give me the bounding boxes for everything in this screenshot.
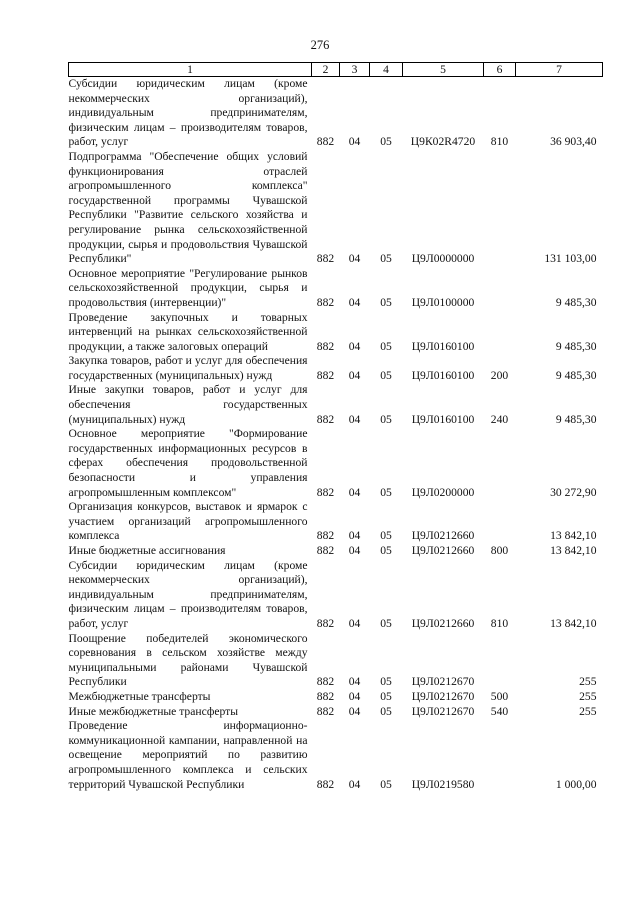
subsection-code: 05 xyxy=(380,689,392,703)
amount: 131 103,00 xyxy=(544,252,597,266)
section-code: 04 xyxy=(348,135,361,149)
table-row xyxy=(69,690,603,705)
table-row xyxy=(69,311,603,355)
table-row xyxy=(69,383,603,427)
target-article-code: Ц9Л0212670 xyxy=(411,704,475,718)
target-article-code: Ц9Л0212660 xyxy=(411,544,475,557)
column-header: 3 xyxy=(340,63,370,77)
expense-type-code xyxy=(484,150,516,267)
ministry-code: 882 xyxy=(316,675,335,689)
column-header: 1 xyxy=(69,63,312,77)
section-code: 04 xyxy=(348,704,361,718)
subsection-code: 05 xyxy=(380,368,392,382)
expense-type-code xyxy=(484,267,516,311)
subsection-code: 05 xyxy=(380,777,392,791)
budget-table xyxy=(68,62,603,792)
expense-type-code xyxy=(484,311,516,355)
subsection-code: 05 xyxy=(380,339,392,353)
expense-type-code: 810 xyxy=(490,135,509,149)
target-article-code: Ц9Л0212670 xyxy=(411,675,475,689)
target-article-code: Ц9Л0212660 xyxy=(411,616,475,630)
table-row xyxy=(69,719,603,792)
target-article-code: Ц9Л0219580 xyxy=(411,777,475,791)
ministry-code: 882 xyxy=(316,252,335,266)
ministry-code: 882 xyxy=(316,616,335,630)
amount: 9 485,30 xyxy=(555,368,597,382)
subsection-code: 05 xyxy=(380,412,392,426)
amount: 9 485,30 xyxy=(555,412,597,426)
column-header: 7 xyxy=(516,63,603,77)
table-row xyxy=(69,267,603,311)
column-header: 2 xyxy=(312,63,340,77)
expense-type-code xyxy=(484,719,516,792)
target-article-code: Ц9Л0160100 xyxy=(411,412,475,426)
expense-type-code: 810 xyxy=(490,616,509,630)
section-code: 04 xyxy=(348,529,361,543)
subsection-code: 05 xyxy=(380,529,392,543)
ministry-code: 882 xyxy=(316,704,335,718)
target-article-code: Ц9Л0212660 xyxy=(411,529,475,543)
section-code: 04 xyxy=(348,339,361,353)
section-code: 04 xyxy=(348,485,361,499)
table-row xyxy=(69,427,603,500)
target-article-code: Ц9Л0100000 xyxy=(411,295,475,309)
section-code: 04 xyxy=(348,252,361,266)
column-header: 4 xyxy=(370,63,403,77)
target-article-code: Ц9Л0200000 xyxy=(411,485,475,499)
ministry-code: 882 xyxy=(316,295,335,309)
table-row xyxy=(69,77,603,150)
section-code: 04 xyxy=(348,295,361,309)
column-header: 6 xyxy=(484,63,516,77)
ministry-code: 882 xyxy=(316,368,335,382)
ministry-code: 882 xyxy=(316,412,335,426)
subsection-code: 05 xyxy=(380,252,392,266)
target-article-code: Ц9Л0000000 xyxy=(411,252,475,266)
row-description: Закупка товаров, работ и услуг для обеспечения государственных (муниципальных) нужд xyxy=(68,354,308,382)
row-description: Иные бюджетные ассигнования xyxy=(68,544,226,557)
amount: 255 xyxy=(579,704,597,718)
amount: 9 485,30 xyxy=(555,295,597,309)
section-code: 04 xyxy=(348,675,361,689)
ministry-code: 882 xyxy=(316,544,335,557)
subsection-code: 05 xyxy=(380,485,392,499)
ministry-code: 882 xyxy=(316,777,335,791)
table-row xyxy=(69,150,603,267)
table-row xyxy=(69,559,603,632)
subsection-code: 05 xyxy=(380,675,392,689)
amount: 13 842,10 xyxy=(550,616,597,630)
row-description: Основное мероприятие "Формирование государственных информационных ресурсов в сферах обеспечения продовольственной безопасности и управления агропромышленным комплексом" xyxy=(68,427,308,499)
subsection-code: 05 xyxy=(380,704,392,718)
ministry-code: 882 xyxy=(316,339,335,353)
amount: 30 272,90 xyxy=(550,485,597,499)
section-code: 04 xyxy=(348,544,361,557)
target-article-code: Ц9Л0160100 xyxy=(411,339,475,353)
amount: 36 903,40 xyxy=(550,135,597,149)
subsection-code: 05 xyxy=(380,135,392,149)
amount: 255 xyxy=(579,675,597,689)
expense-type-code xyxy=(484,427,516,500)
table-row xyxy=(69,705,603,720)
target-article-code: Ц9К02R4720 xyxy=(410,135,476,149)
subsection-code: 05 xyxy=(380,544,392,557)
expense-type-code: 800 xyxy=(490,544,509,557)
table-row xyxy=(69,632,603,690)
expense-type-code xyxy=(484,500,516,544)
page-number: 276 xyxy=(310,38,330,52)
row-description: Основное мероприятие "Регулирование рынков сельскохозяйственной продукции, сырья и продовольствия (интервенции)" xyxy=(68,266,308,309)
subsection-code: 05 xyxy=(380,616,392,630)
table-row xyxy=(69,500,603,544)
amount: 13 842,10 xyxy=(550,544,597,557)
row-description: Организация конкурсов, выставок и ярмарок с участием организаций агропромышленного комплекса xyxy=(68,500,308,543)
ministry-code: 882 xyxy=(316,135,335,149)
table-row xyxy=(69,544,603,559)
ministry-code: 882 xyxy=(316,485,335,499)
header-row xyxy=(69,63,603,77)
amount: 1 000,00 xyxy=(555,777,597,791)
ministry-code: 882 xyxy=(316,689,335,703)
amount: 255 xyxy=(579,689,597,703)
amount: 9 485,30 xyxy=(555,339,597,353)
section-code: 04 xyxy=(348,616,361,630)
row-description: Субсидии юридическим лицам (кроме некоммерческих организаций), индивидуальным предпринимателям, физическим лицам – производителям товаров, работ, услуг xyxy=(68,558,308,630)
amount: 13 842,10 xyxy=(550,529,597,543)
target-article-code: Ц9Л0160100 xyxy=(411,368,475,382)
expense-type-code: 500 xyxy=(490,689,509,703)
row-description: Субсидии юридическим лицам (кроме некоммерческих организаций), индивидуальным предпринимателям, физическим лицам – производителям товаров, работ, услуг xyxy=(68,77,308,149)
section-code: 04 xyxy=(348,689,361,703)
expense-type-code xyxy=(484,632,516,690)
table-row xyxy=(69,354,603,383)
ministry-code: 882 xyxy=(316,529,335,543)
target-article-code: Ц9Л0212670 xyxy=(411,689,475,703)
section-code: 04 xyxy=(348,777,361,791)
column-header: 5 xyxy=(403,63,484,77)
expense-type-code: 200 xyxy=(490,368,509,382)
section-code: 04 xyxy=(348,412,361,426)
expense-type-code: 540 xyxy=(490,704,509,718)
row-description: Подпрограмма "Обеспечение общих условий функционирования отраслей агропромышленного комплекса" государственной программы Чувашской Республики "Развитие сельского хозяйства и регулирование рынка сельскохозяйственной продукции, сырья и продовольствия Чувашской Республики" xyxy=(68,149,308,266)
row-description: Проведение информационно-коммуникационной кампании, направленной на освещение мероприятий по развитию агропромышленного комплекса и сельских территорий Чувашской Республики xyxy=(68,719,308,791)
expense-type-code: 240 xyxy=(490,412,509,426)
subsection-code: 05 xyxy=(380,295,392,309)
row-description: Межбюджетные трансферты xyxy=(68,689,211,703)
section-code: 04 xyxy=(348,368,361,382)
row-description: Поощрение победителей экономического соревнования в сельском хозяйстве между муниципальными районами Чувашской Республики xyxy=(68,631,308,689)
row-description: Иные закупки товаров, работ и услуг для обеспечения государственных (муниципальных) нужд xyxy=(68,383,308,426)
row-description: Иные межбюджетные трансферты xyxy=(68,704,239,718)
row-description: Проведение закупочных и товарных интервенций на рынках сельскохозяйственной продукции, а также залоговых операций xyxy=(68,310,308,353)
